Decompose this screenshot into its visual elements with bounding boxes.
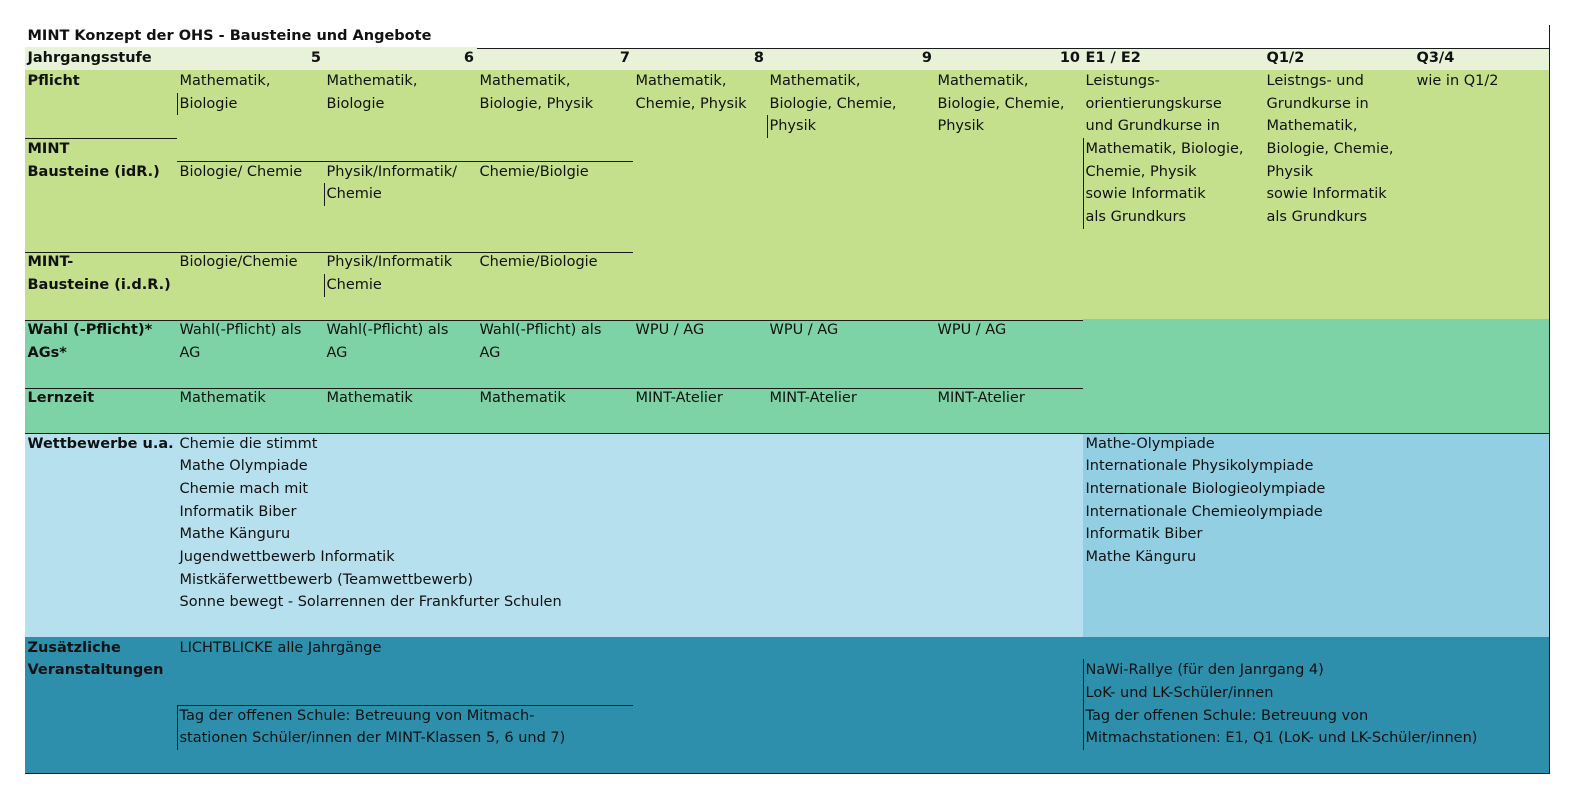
empty-cell[interactable] [1083, 25, 1266, 49]
empty-cell[interactable] [633, 138, 769, 162]
empty-cell[interactable] [1083, 614, 1551, 638]
grade-header[interactable]: Q1/2 [1264, 47, 1416, 71]
empty-cell[interactable] [1083, 274, 1266, 298]
bausteine-cell[interactable]: Chemie/Biologie [477, 251, 635, 275]
wahl-cell[interactable]: WPU / AG [633, 319, 769, 343]
empty-cell[interactable] [935, 274, 1085, 298]
empty-cell[interactable] [324, 682, 479, 706]
empty-cell[interactable] [477, 659, 635, 683]
row-label-pflicht[interactable]: Pflicht [25, 70, 179, 94]
pflicht-cell[interactable]: Mathematik, Biologie, Physik [477, 70, 635, 117]
empty-cell[interactable] [477, 410, 635, 434]
grade-header[interactable]: 10 [935, 47, 1085, 71]
empty-cell[interactable] [477, 682, 635, 706]
empty-cell[interactable] [25, 93, 179, 117]
empty-cell[interactable] [177, 750, 326, 774]
bausteine-cell[interactable]: Physik/Informatik/ Chemie [324, 161, 479, 208]
empty-cell[interactable] [177, 659, 326, 683]
empty-cell[interactable] [1083, 251, 1266, 275]
empty-cell[interactable] [633, 251, 769, 275]
empty-cell[interactable] [324, 115, 479, 139]
empty-cell[interactable] [935, 659, 1085, 683]
empty-cell[interactable] [25, 365, 179, 389]
empty-cell[interactable] [935, 297, 1085, 321]
empty-cell[interactable] [935, 705, 1085, 729]
empty-cell[interactable] [935, 25, 1085, 49]
lernzeit-cell[interactable]: Mathematik [324, 387, 479, 411]
competition-item: Jugendwettbewerb Informatik [179, 548, 395, 565]
empty-cell[interactable] [1083, 410, 1266, 434]
grade-header[interactable]: E1 / E2 [1083, 47, 1266, 71]
competition-item: Informatik Biber [179, 503, 297, 520]
empty-cell[interactable] [767, 25, 937, 49]
lernzeit-cell[interactable]: Mathematik [177, 387, 326, 411]
empty-cell[interactable] [767, 161, 937, 185]
competition-item: Chemie mach mit [179, 480, 309, 497]
empty-cell[interactable] [477, 115, 635, 139]
empty-cell[interactable] [767, 206, 937, 230]
empty-cell[interactable] [177, 138, 326, 162]
grade-header[interactable]: 9 [767, 47, 937, 71]
empty-cell[interactable] [1264, 365, 1416, 389]
empty-cell[interactable] [1083, 750, 1266, 774]
competition-item: Informatik Biber [1085, 526, 1203, 543]
empty-cell[interactable] [324, 138, 479, 162]
empty-cell[interactable] [1414, 342, 1551, 366]
competition-item: Mathe Olympiade [179, 458, 308, 475]
empty-cell[interactable] [324, 229, 479, 253]
empty-cell[interactable] [1264, 342, 1416, 366]
pflicht-cell[interactable]: Mathematik, Biologie [177, 70, 326, 117]
empty-cell[interactable] [1414, 274, 1551, 298]
empty-cell[interactable] [25, 614, 179, 638]
empty-cell[interactable] [633, 659, 769, 683]
empty-cell[interactable] [633, 727, 769, 751]
wahl-cell[interactable]: AG [177, 342, 326, 366]
empty-cell[interactable] [935, 138, 1085, 162]
empty-cell[interactable] [1083, 229, 1266, 253]
empty-cell[interactable] [633, 342, 769, 366]
empty-cell[interactable] [633, 274, 769, 298]
empty-cell[interactable] [1264, 297, 1416, 321]
competition-item: Internationale Biologieolympiade [1085, 480, 1326, 497]
empty-cell[interactable] [935, 750, 1085, 774]
empty-cell[interactable] [177, 206, 326, 230]
row-label-wahl[interactable]: Wahl (-Pflicht)* AGs* [25, 319, 179, 366]
empty-cell[interactable] [25, 229, 179, 253]
lichtblicke-cell[interactable]: LICHTBLICKE alle Jahrgänge [177, 637, 1551, 661]
competition-item: Internationale Physikolympiade [1085, 458, 1314, 475]
empty-cell[interactable] [177, 365, 326, 389]
empty-cell[interactable] [935, 727, 1085, 751]
grade-header[interactable]: 7 [477, 47, 635, 71]
empty-cell[interactable] [477, 297, 635, 321]
empty-cell[interactable] [177, 410, 326, 434]
row-label-zusaetzlich[interactable]: Zusätzliche Veranstaltungen [25, 637, 179, 707]
empty-cell[interactable] [767, 727, 937, 751]
empty-cell[interactable] [767, 251, 937, 275]
row-label-lernzeit[interactable]: Lernzeit [25, 387, 179, 411]
table-title[interactable]: MINT Konzept der OHS - Bausteine und Angebote [25, 25, 479, 49]
empty-cell[interactable] [477, 365, 635, 389]
empty-cell[interactable] [177, 183, 326, 207]
empty-cell[interactable] [633, 297, 769, 321]
empty-cell[interactable] [25, 727, 179, 751]
empty-cell[interactable] [1083, 387, 1266, 411]
pflicht-cell[interactable]: Mathematik, Biologie, Chemie, Physik [935, 70, 1085, 140]
empty-cell[interactable] [25, 750, 179, 774]
empty-cell[interactable] [633, 161, 769, 185]
empty-cell[interactable] [324, 410, 479, 434]
empty-cell[interactable] [1264, 319, 1416, 343]
competition-item: Internationale Chemieolympiade [1085, 503, 1323, 520]
empty-cell[interactable] [1264, 387, 1416, 411]
empty-cell[interactable] [767, 274, 937, 298]
empty-cell[interactable] [177, 274, 326, 298]
empty-cell[interactable] [1414, 297, 1551, 321]
pflicht-cell[interactable]: Leistngs- und Grundkurse in Mathematik, Biologie, Chemie, Physik sowie Informatik als Grundkurs [1264, 70, 1416, 230]
empty-cell[interactable] [767, 750, 937, 774]
wahl-cell[interactable]: AG [324, 342, 479, 366]
competition-item: Mathe Känguru [179, 526, 291, 543]
empty-cell[interactable] [1264, 274, 1416, 298]
empty-cell[interactable] [324, 365, 479, 389]
empty-cell[interactable] [767, 682, 937, 706]
empty-cell[interactable] [633, 229, 769, 253]
empty-cell[interactable] [767, 183, 937, 207]
empty-cell[interactable] [1264, 251, 1416, 275]
empty-cell[interactable] [25, 183, 179, 207]
empty-cell[interactable] [633, 682, 769, 706]
wahl-cell[interactable]: Wahl(-Pflicht) als [477, 319, 635, 343]
empty-cell[interactable] [1414, 410, 1551, 434]
empty-cell[interactable] [767, 365, 937, 389]
empty-cell[interactable] [477, 206, 635, 230]
grade-header[interactable]: 5 [177, 47, 326, 71]
empty-cell[interactable] [477, 750, 635, 774]
empty-cell[interactable] [767, 138, 937, 162]
lernzeit-cell[interactable]: MINT-Atelier [767, 387, 937, 411]
competition-item: Mistkäferwettbewerb (Teamwettbewerb) [179, 571, 473, 588]
empty-cell[interactable] [1264, 25, 1416, 49]
empty-cell[interactable] [25, 410, 179, 434]
grade-header[interactable]: Q3/4 [1414, 47, 1551, 71]
bausteine-cell[interactable]: Biologie/Chemie [177, 251, 326, 275]
empty-cell[interactable] [935, 161, 1085, 185]
empty-cell[interactable] [935, 229, 1085, 253]
empty-cell[interactable] [1264, 410, 1416, 434]
bausteine-cell[interactable]: Physik/Informatik Chemie [324, 251, 479, 298]
empty-cell[interactable] [767, 229, 937, 253]
competition-item: Mathe Känguru [1085, 548, 1197, 565]
lernzeit-cell[interactable]: MINT-Atelier [935, 387, 1085, 411]
empty-cell[interactable] [1414, 387, 1551, 411]
empty-cell[interactable] [324, 206, 479, 230]
empty-cell[interactable] [935, 251, 1085, 275]
empty-cell[interactable] [477, 274, 635, 298]
empty-cell[interactable] [633, 25, 769, 49]
empty-cell[interactable] [633, 206, 769, 230]
empty-cell[interactable] [477, 183, 635, 207]
empty-cell[interactable] [477, 25, 635, 49]
row-label-bausteine-2[interactable]: Bausteine (i.d.R.) [25, 274, 179, 298]
empty-cell[interactable] [767, 297, 937, 321]
empty-cell[interactable] [25, 705, 179, 729]
empty-cell[interactable] [633, 410, 769, 434]
empty-cell[interactable] [767, 705, 937, 729]
bausteine-cell[interactable]: Biologie/ Chemie [177, 161, 326, 185]
empty-cell[interactable] [177, 229, 326, 253]
empty-cell[interactable] [25, 297, 179, 321]
empty-cell[interactable] [935, 183, 1085, 207]
pflicht-cell[interactable]: Leistungs- orientierungskurse und Grundkurse in Mathematik, Biologie, Chemie, Physik sowie Informatik als Grundkurs [1083, 70, 1266, 230]
empty-cell[interactable] [177, 115, 326, 139]
empty-cell[interactable] [935, 365, 1085, 389]
empty-cell[interactable] [177, 297, 326, 321]
empty-cell[interactable] [477, 229, 635, 253]
empty-cell[interactable] [633, 705, 769, 729]
empty-cell[interactable] [324, 659, 479, 683]
empty-cell[interactable] [1083, 297, 1266, 321]
bausteine-cell[interactable]: Chemie/Biolgie [477, 161, 635, 185]
empty-cell[interactable] [767, 342, 937, 366]
empty-cell[interactable] [1414, 365, 1551, 389]
wahl-cell[interactable]: Wahl(-Pflicht) als [177, 319, 326, 343]
empty-cell[interactable] [935, 342, 1085, 366]
wahl-cell[interactable]: AG [477, 342, 635, 366]
tag-offene-schule-sek2[interactable]: Tag der offenen Schule: Betreuung von Mitmachstationen: E1, Q1 (LoK- und LK-Schüler/innen) [1083, 705, 1551, 752]
row-label-bausteine[interactable]: Bausteine (idR.) [25, 161, 179, 185]
row-label-wettbewerbe[interactable]: Wettbewerbe u.a. [25, 433, 179, 616]
empty-cell[interactable] [324, 750, 479, 774]
empty-cell[interactable] [177, 682, 326, 706]
empty-cell[interactable] [1083, 319, 1266, 343]
empty-cell[interactable] [633, 365, 769, 389]
lernzeit-cell[interactable]: Mathematik [477, 387, 635, 411]
empty-cell[interactable] [935, 682, 1085, 706]
empty-cell[interactable] [1083, 365, 1266, 389]
empty-cell[interactable] [177, 614, 1085, 638]
empty-cell[interactable] [477, 138, 635, 162]
lernzeit-cell[interactable]: MINT-Atelier [633, 387, 769, 411]
row-label-mint-2[interactable]: MINT- [25, 251, 179, 275]
wahl-cell[interactable]: WPU / AG [935, 319, 1085, 343]
nawi-cell[interactable]: NaWi-Rallye (für den Janrgang 4) LoK- und LK-Schüler/innen [1083, 659, 1551, 706]
competition-item: Mathe-Olympiade [1085, 435, 1215, 452]
empty-cell[interactable] [1264, 750, 1416, 774]
wettbewerbe-sek2-list[interactable] [1083, 433, 1551, 616]
pflicht-cell[interactable]: Mathematik, Chemie, Physik [633, 70, 769, 117]
wahl-cell[interactable]: WPU / AG [767, 319, 937, 343]
grade-header[interactable]: 8 [633, 47, 769, 71]
wahl-cell[interactable]: Wahl(-Pflicht) als [324, 319, 479, 343]
wettbewerbe-sek1-list[interactable] [177, 433, 1085, 616]
empty-cell[interactable] [633, 750, 769, 774]
empty-cell[interactable] [25, 115, 179, 139]
pflicht-cell[interactable]: Mathematik, Biologie [324, 70, 479, 117]
empty-cell[interactable] [1414, 750, 1551, 774]
competition-item: Sonne bewegt - Solarrennen der Frankfurter Schulen [179, 594, 562, 611]
empty-cell[interactable] [1414, 319, 1551, 343]
empty-cell[interactable] [1083, 342, 1266, 366]
empty-cell[interactable] [25, 206, 179, 230]
tag-offene-schule-sek1[interactable]: Tag der offenen Schule: Betreuung von Mitmach- stationen Schüler/innen der MINT-Klassen 5, 6 und 7) [177, 705, 635, 752]
empty-cell[interactable] [633, 183, 769, 207]
pflicht-cell[interactable]: wie in Q1/2 [1414, 70, 1551, 230]
header-label[interactable]: Jahrgangsstufe [25, 47, 179, 71]
empty-cell[interactable] [324, 297, 479, 321]
pflicht-cell[interactable]: Mathematik, Biologie, Chemie, Physik [767, 70, 937, 140]
mint-concept-table [25, 25, 1549, 773]
empty-cell[interactable] [1264, 229, 1416, 253]
empty-cell[interactable] [767, 410, 937, 434]
empty-cell[interactable] [935, 206, 1085, 230]
empty-cell[interactable] [1414, 25, 1551, 49]
row-label-mint[interactable]: MINT [25, 138, 179, 162]
empty-cell[interactable] [633, 115, 769, 139]
empty-cell[interactable] [1414, 229, 1551, 253]
empty-cell[interactable] [935, 410, 1085, 434]
empty-cell[interactable] [1414, 251, 1551, 275]
empty-cell[interactable] [767, 659, 937, 683]
competition-item: Chemie die stimmt [179, 435, 318, 452]
grade-header[interactable]: 6 [324, 47, 479, 71]
